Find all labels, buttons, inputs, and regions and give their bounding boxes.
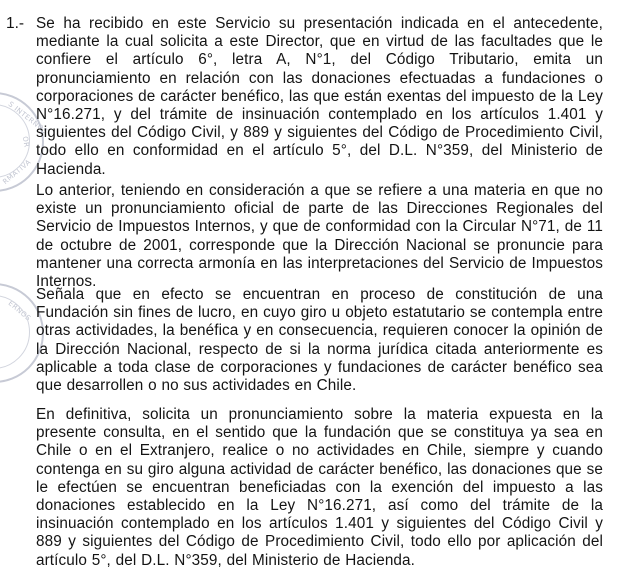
paragraph: Se ha recibido en este Servicio su presentación indicada en el antecedente, mediante la cual solicita a este Director, que en virtud de las facultades que le confiere el artículo 6°, letra A, N°1, del Código Tributario, emita un pronunciamiento en relación con las donaciones efectuadas a fundaciones o corporaciones de carácter benéfico, las que están exentas del impuesto de la Ley N°16.271, y del trámite de insinuación contemplado en los artículos 1.401 y siguientes del Código Civil, y 889 y siguientes del Código de Procedimiento Civil, todo ello en conformidad en el artículo 5°, del D.L. N°359, del Ministerio de Hacienda. — [36, 15, 603, 178]
stamp-text: ERNOS — [6, 299, 33, 323]
stamp-text: RMATIVA — [1, 157, 33, 187]
stamp-text: OR — [20, 135, 31, 149]
paragraph: En definitiva, solicita un pronunciamiento sobre la materia expuesta en la presente consulta, en el sentido que la fundación que se constituya ya sea en Chile o en el Extranjero, realice o no actividades en Chile, siempre y cuando contenga en su giro alguna actividad de carácter benéfico, las donaciones que se le efectúen se encuentran beneficiadas con la exención del impuesto a las donaciones establecido en la Ley N°16.271, así como del trámite de la insinuación contemplado en los artículos 1.401 y siguientes del Código Civil y 889 y siguientes del Código de Procedimiento Civil, todo ello por aplicación del artículo 5°, del D.L. N°359, del Ministerio de Hacienda. — [36, 406, 603, 569]
item-number: 1.- — [6, 15, 25, 32]
stamp-text: S INTERNOS — [6, 100, 50, 136]
paragraph: Señala que en efecto se encuentran en proceso de constitución de una Fundación sin fines de lucro, en cuyo giro u objeto estatutario se contempla entre otras actividades, la benéfica y en consecuencia, requieren conocer la opinión de la Dirección Nacional, respecto de si la norma jurídica citada anteriormente es aplicable a toda clase de corporaciones y fundaciones de carácter benéfico sea que desarrollen o no sus actividades en Chile. — [36, 286, 603, 395]
paragraph: Lo anterior, teniendo en consideración a que se refiere a una materia en que no existe un pronunciamiento oficial de parte de las Direcciones Regionales del Servicio de Impuestos Internos, y que de conformidad con la Circular N°71, de 11 de octubre de 2001, corresponde que la Dirección Nacional se pronuncie para mantener una correcta armonía en las interpretaciones del Servicio de Impuestos Internos. — [36, 182, 603, 291]
